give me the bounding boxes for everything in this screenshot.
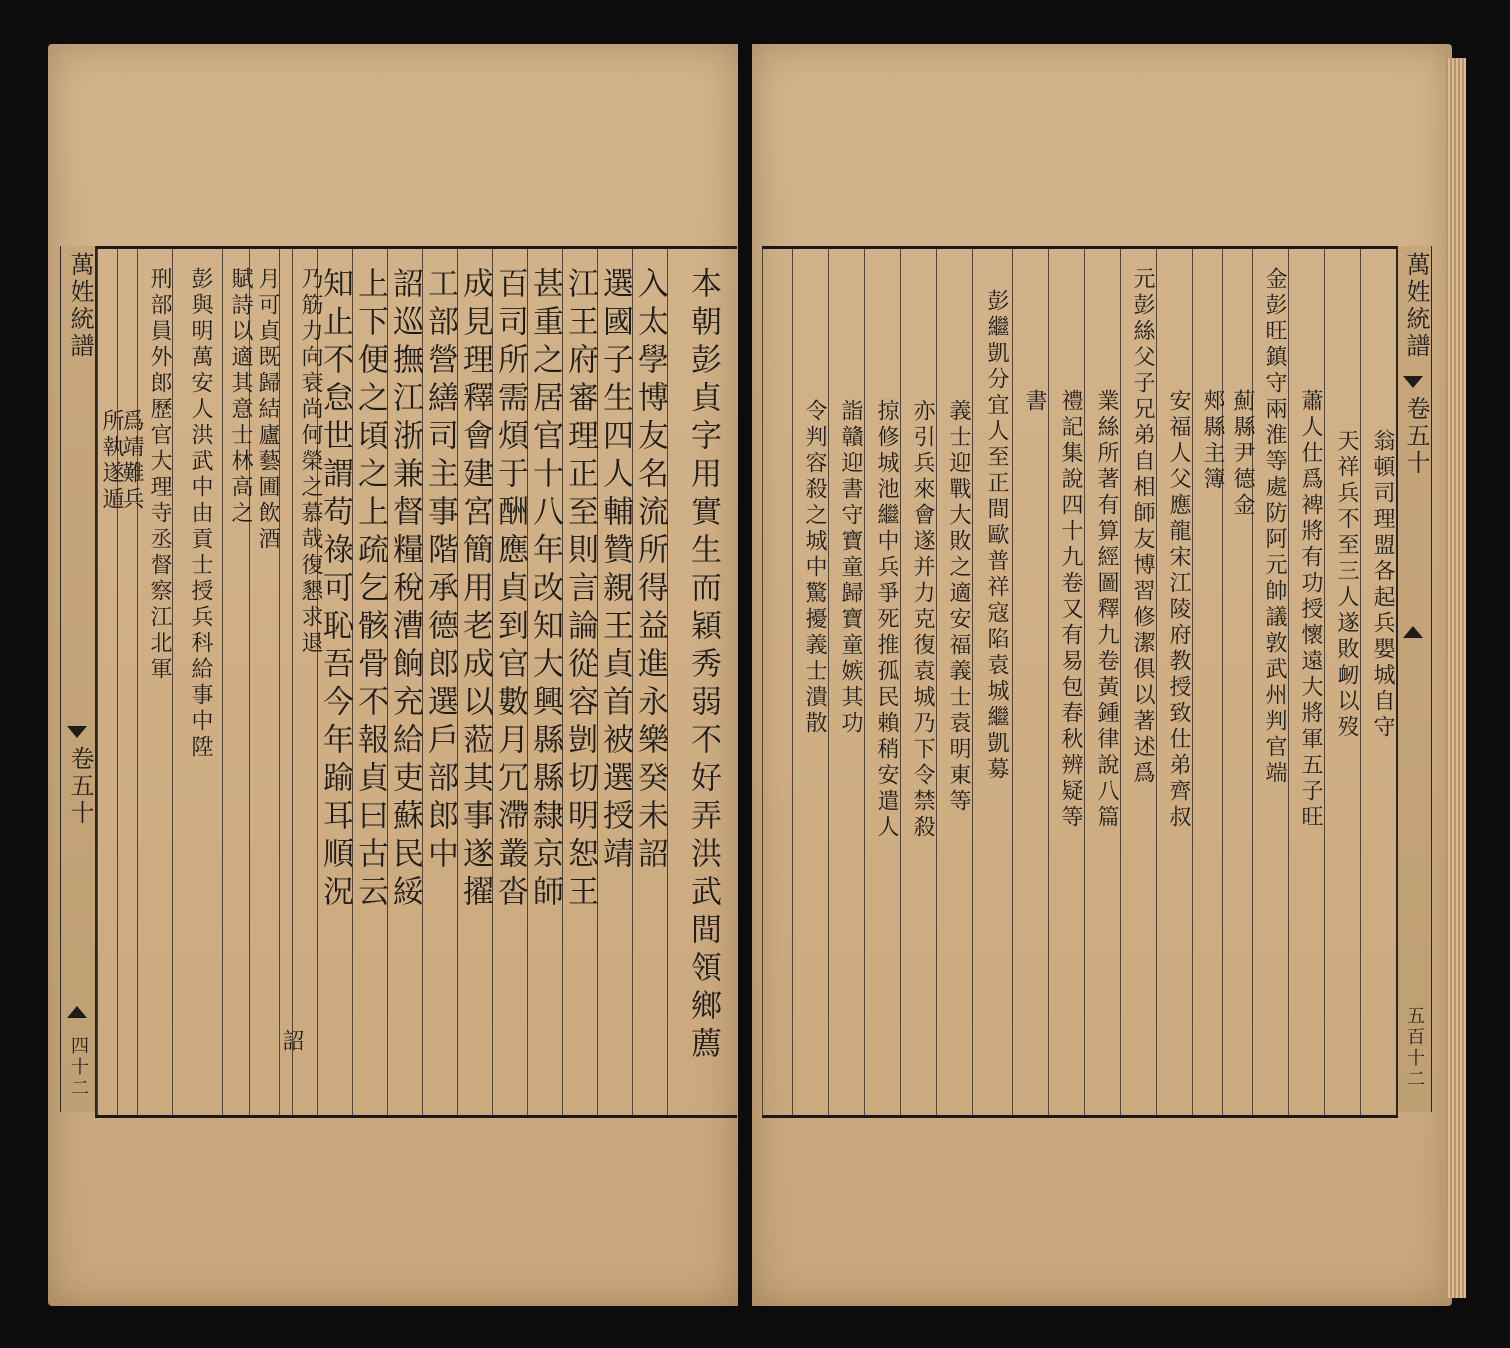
text-column: 元彭絲父子兄弟自相師友博習修潔俱以著述爲 <box>1120 249 1156 1115</box>
text-column: 賦詩以適其意士林高之 <box>222 249 249 1115</box>
text-column: 詔 <box>279 249 292 1115</box>
left-text-block <box>95 246 737 1118</box>
text-column: 禮記集說四十九卷又有易包春秋辨疑等 <box>1048 249 1084 1115</box>
text-column: 彭與明萬安人洪武中由貢士授兵科給事中陞 <box>172 249 222 1115</box>
text-column: 爲靖難兵 <box>117 249 137 1115</box>
text-column: 月可貞既歸結廬藝圃飲酒 <box>249 249 279 1115</box>
fish-tail-ornament <box>1403 376 1423 388</box>
text-column: 乃筋力向衰尚何榮之慕哉復懇求退 <box>292 249 317 1115</box>
text-column: 蕭人仕爲裨將有功授懷遠大將軍五子旺 <box>1288 249 1324 1115</box>
text-column: 所執遂遁 <box>97 249 117 1115</box>
text-column: 工部營繕司主事階承德郎選戶部郎中 <box>422 249 457 1115</box>
text-column: 江王府審理正至則言論從容剴切明恕王 <box>562 249 597 1115</box>
right-text-block <box>762 246 1398 1118</box>
text-column: 上下便之頃之上疏乞骸骨不報貞曰古云 <box>352 249 387 1115</box>
text-column: 知止不怠世謂苟祿可恥吾今年踰耳順況 <box>317 249 352 1115</box>
left-volume-label: 卷五十 <box>66 746 94 827</box>
text-column: 亦引兵來會遂并力克復袁城乃下令禁殺 <box>900 249 936 1115</box>
right-volume-label: 卷五十 <box>1402 396 1430 477</box>
right-page-heart <box>1396 246 1432 1112</box>
text-column: 彭繼凱分宜人至正間歐普祥寇陷袁城繼凱募 <box>972 249 1012 1115</box>
right-book-title: 萬姓統譜 <box>1402 252 1430 360</box>
text-column: 入太學博友名流所得益進永樂癸未詔 <box>632 249 667 1115</box>
text-column: 成見理釋會建宮簡用老成以蒞其事遂擢 <box>457 249 492 1115</box>
text-column: 義士迎戰大敗之適安福義士袁明東等 <box>936 249 972 1115</box>
fish-tail-ornament <box>1403 626 1423 638</box>
text-column: 天祥兵不至三人遂敗衂以歿 <box>1324 249 1360 1115</box>
text-column: 郟縣主簿 <box>1192 249 1222 1115</box>
text-column: 選國子生四人輔贊親王貞首被選授靖 <box>597 249 632 1115</box>
left-book-title: 萬姓統譜 <box>66 252 94 360</box>
text-column: 刑部員外郎歷官大理寺丞督察江北軍 <box>137 249 172 1115</box>
text-column: 本朝彭貞字用實生而穎秀弱不好弄洪武間領鄉薦 <box>667 249 737 1115</box>
fish-tail-ornament <box>67 726 87 738</box>
text-column: 令判容殺之城中驚擾義士潰散 <box>792 249 828 1115</box>
page-edge <box>1446 58 1466 1298</box>
text-column: 詣贛迎書守寶童歸寶童嫉其功 <box>828 249 864 1115</box>
text-column: 安福人父應龍宋江陵府教授致仕弟齊叔 <box>1156 249 1192 1115</box>
fish-tail-ornament <box>67 1006 87 1018</box>
text-column: 書 <box>1012 249 1048 1115</box>
text-column: 甚重之居官十八年改知大興縣縣隸京師 <box>527 249 562 1115</box>
text-column: 百司所需煩于酬應貞到官數月冗滯叢沓 <box>492 249 527 1115</box>
text-column: 薊縣尹德金 <box>1222 249 1252 1115</box>
text-column: 詔巡撫江浙兼督糧稅漕餉充給吏蘇民綏 <box>387 249 422 1115</box>
right-folio-number: 五百十二 <box>1404 1006 1425 1090</box>
text-column: 翁頓司理盟各起兵嬰城自守 <box>1360 249 1396 1115</box>
text-column: 掠修城池繼中兵爭死推孤民賴稍安遣人 <box>864 249 900 1115</box>
left-page-heart <box>60 246 96 1112</box>
text-column <box>762 249 792 1115</box>
text-column: 金彭旺鎮守兩淮等處防阿元帥議敦武州判官端 <box>1252 249 1288 1115</box>
text-column: 業絲所著有算經圖釋九卷黃鍾律說八篇 <box>1084 249 1120 1115</box>
left-folio-number: 四十二 <box>68 1036 89 1099</box>
